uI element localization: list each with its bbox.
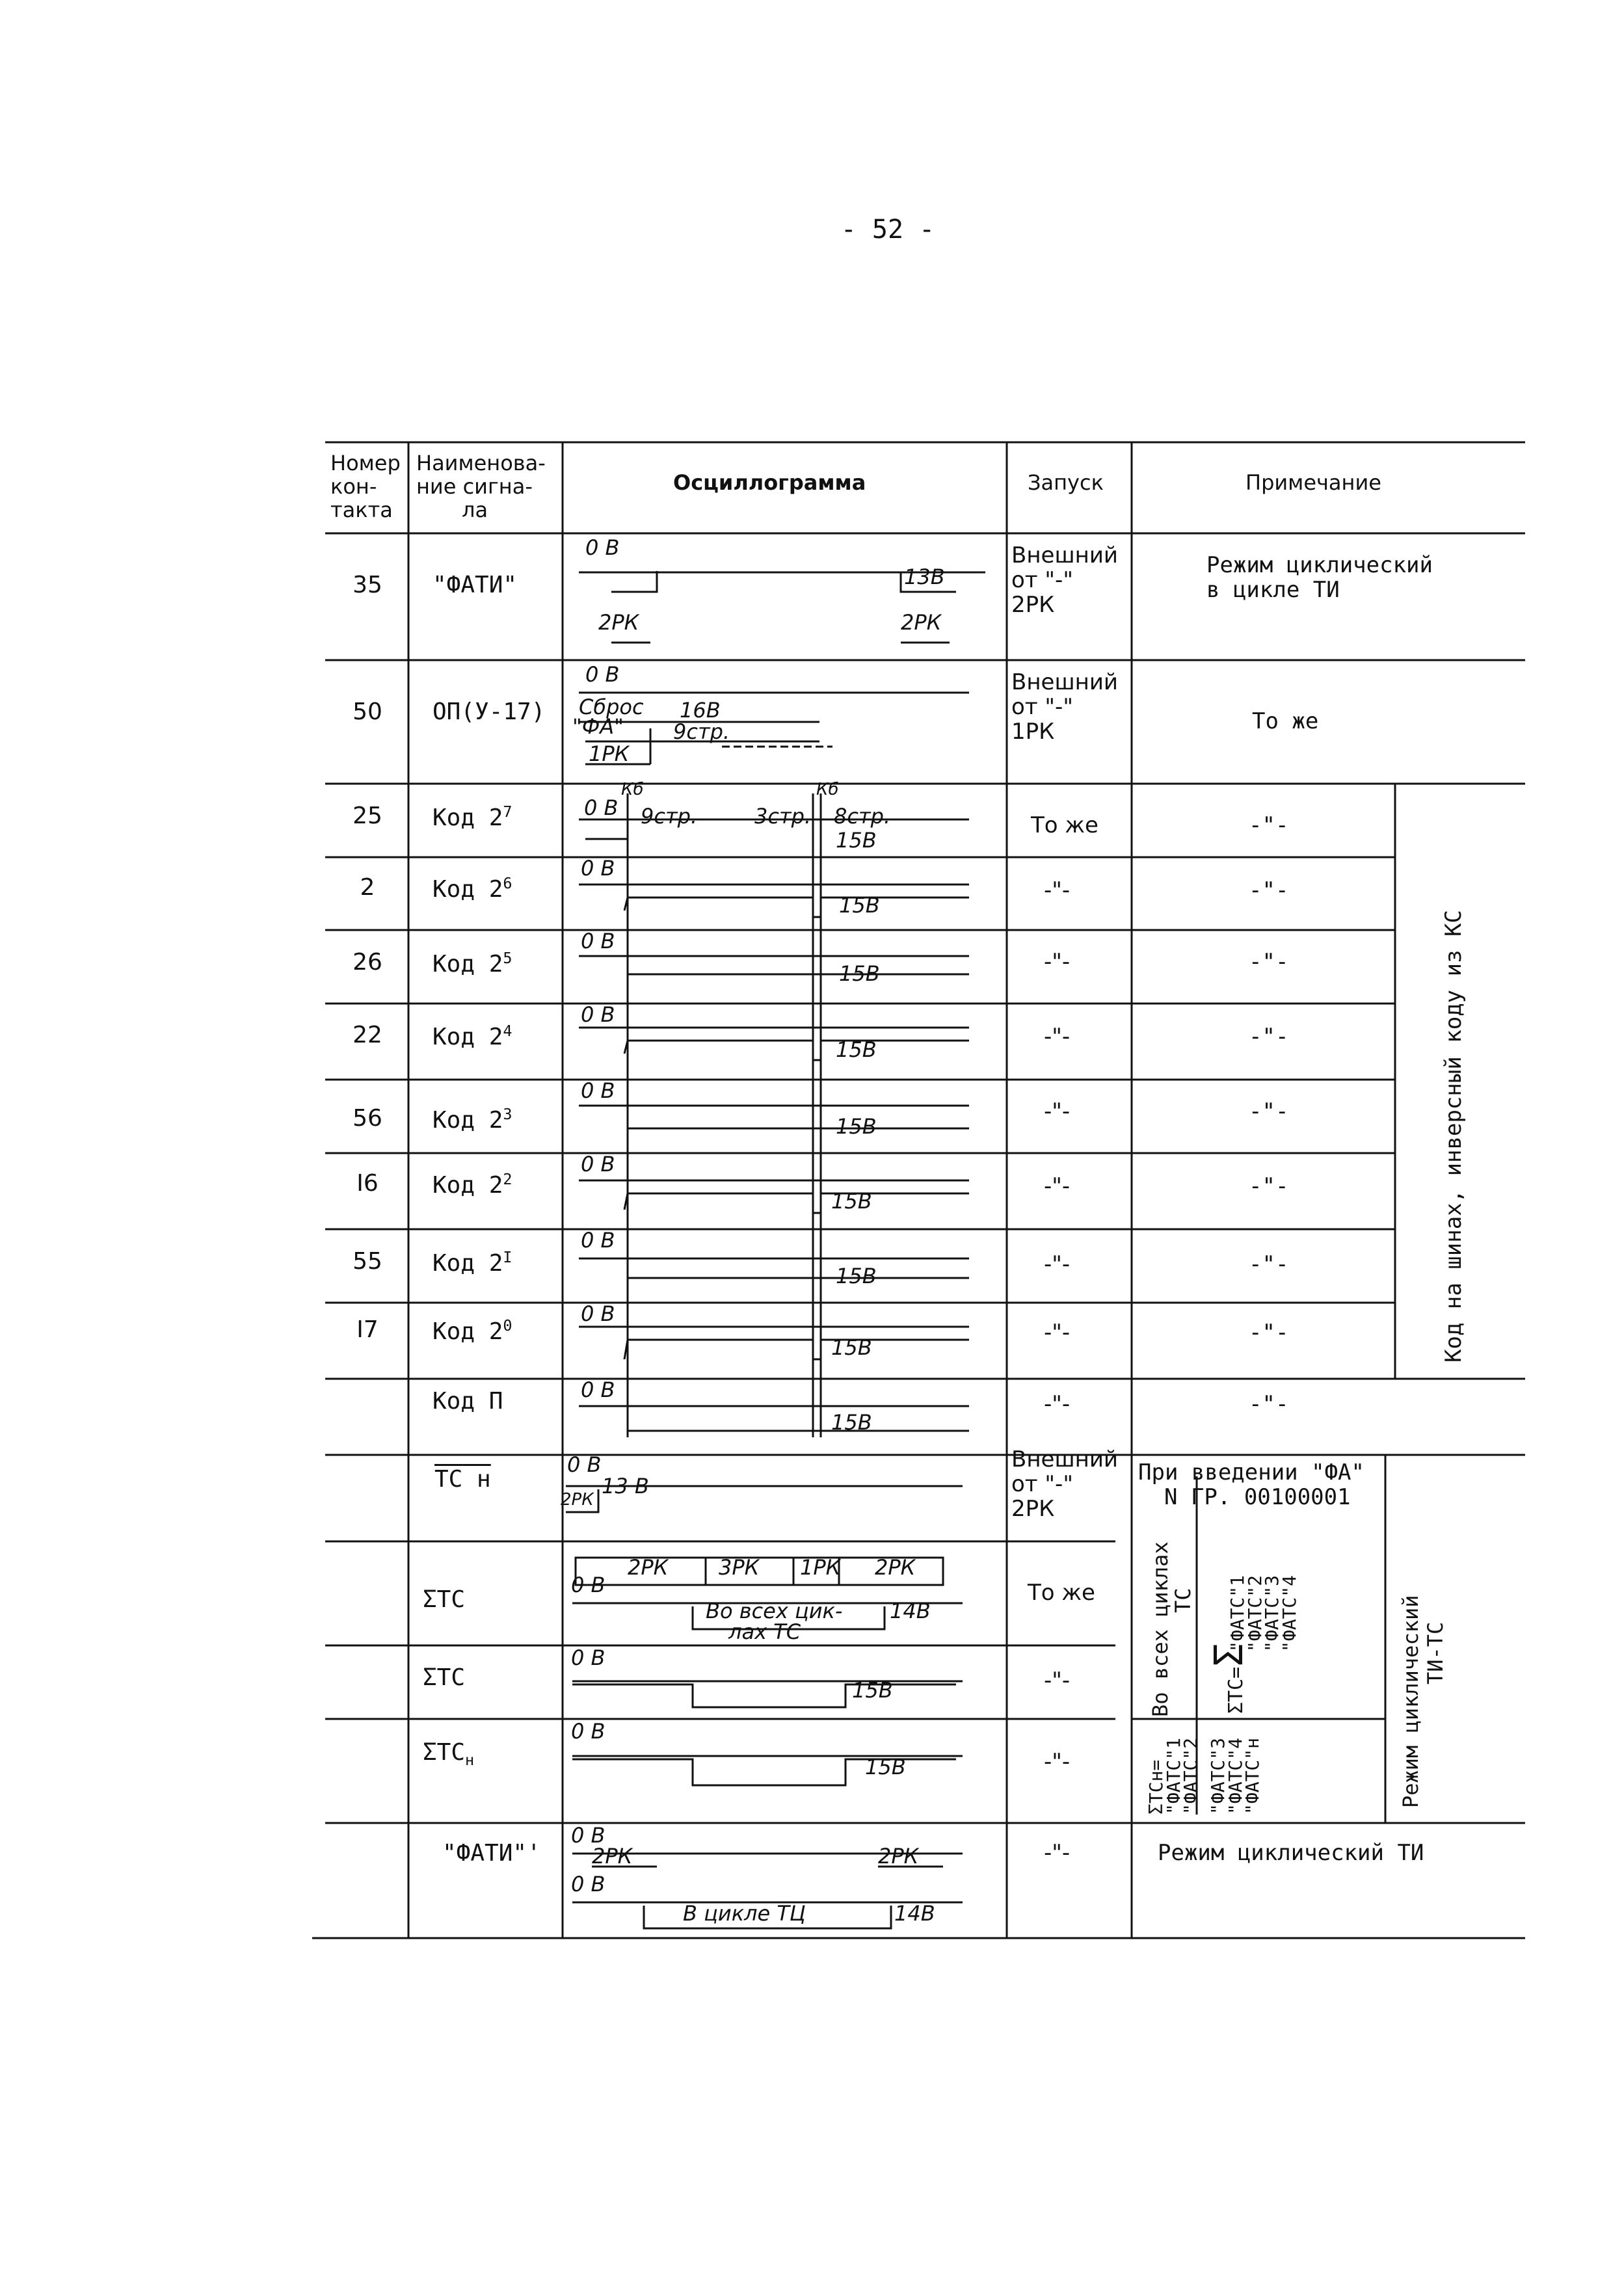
launch-text: Внешний от "-" 2РК [1011, 1446, 1119, 1523]
osc-label: 1РК [800, 1555, 841, 1580]
contact-number: I7 [356, 1316, 379, 1343]
osc-label: 0 В [571, 1719, 606, 1744]
launch-text: -"- [1044, 1749, 1071, 1775]
osc-label: 0 В [581, 929, 615, 953]
header-contact: Номер кон- такта [330, 451, 401, 522]
osc-label: 0 В [585, 535, 620, 560]
osc-label: В цикле ТЦ [683, 1901, 806, 1926]
formula-all-cycles: Во всех циклах [1148, 1541, 1173, 1717]
osc-label: 3РК [719, 1555, 760, 1580]
note-text: То же [1252, 708, 1319, 734]
side-note-code: Код на шинах, инверсный коду из КС [1441, 910, 1467, 1363]
osc-label: 2РК [878, 1844, 919, 1869]
contact-number: 35 [353, 572, 382, 598]
osc-label: 15В [836, 828, 877, 853]
page-number: - 52 - [840, 215, 935, 245]
note-text: -"- [1249, 1024, 1289, 1050]
osc-label: 0 В [581, 1002, 615, 1027]
osc-label: Кб [621, 780, 644, 799]
osc-label: 14В [890, 1599, 931, 1623]
launch-text: -"- [1044, 949, 1071, 975]
signal-name: ΣТС [423, 1664, 466, 1691]
launch-text: То же [1031, 812, 1098, 838]
osc-label: 15В [839, 961, 880, 986]
contact-number: 26 [353, 949, 382, 976]
osc-label: 0 В [567, 1452, 602, 1477]
launch-text: -"- [1044, 1840, 1071, 1866]
osc-label: 0 В [571, 1645, 606, 1670]
osc-label: 15В [831, 1410, 872, 1435]
header-oscillogram: Осциллограмма [673, 470, 866, 495]
header-note: Примечание [1245, 470, 1381, 495]
osc-label: 0 В [581, 1078, 615, 1103]
contact-number: 50 [353, 698, 382, 725]
signal-name: ОП(У-17) [433, 698, 546, 725]
signal-name: Код $2^6$ [433, 874, 512, 903]
osc-label: 2РК [592, 1844, 633, 1869]
osc-label: 1РК [589, 741, 630, 766]
launch-text: Внешний от "-" 2РК [1011, 542, 1119, 619]
osc-label: 2РК [901, 610, 942, 635]
signal-name: Код $2^5$ [433, 949, 512, 978]
signal-name: ΣТС [423, 1586, 466, 1613]
osc-label: 15В [839, 893, 880, 918]
signal-name: Код $2^7$ [433, 803, 512, 831]
osc-label: 0 В [584, 795, 619, 820]
osc-label: 2РК [875, 1555, 916, 1580]
launch-text: -"- [1044, 1251, 1071, 1277]
launch-text: Внешний от "-" 1РК [1011, 669, 1119, 745]
signal-name: $\Sigma ТС_н$ [423, 1739, 475, 1770]
osc-label: 15В [852, 1678, 893, 1703]
formula-terms: "ФАТС"1 "ФАТС"2 "ФАТС"3 "ФАТС"4 [1227, 1575, 1300, 1652]
osc-label: 2РК [598, 610, 639, 635]
signal-name: ТС н [434, 1466, 491, 1493]
osc-label: 8стр. [834, 804, 891, 829]
osc-label: 3стр. [754, 804, 812, 829]
contact-number: 22 [353, 1022, 382, 1048]
osc-label: 0 В [571, 1872, 606, 1896]
osc-label: "ФА" [572, 714, 624, 739]
launch-text: -"- [1044, 1391, 1071, 1417]
osc-label: Сброс [579, 695, 644, 719]
osc-label: 13 В [602, 1474, 649, 1498]
osc-label: Кб [816, 780, 839, 799]
note-text: При введении "ФА" N ГР. 00100001 [1138, 1459, 1364, 1511]
osc-label: 15В [836, 1264, 877, 1288]
signal-name: Код $2^0$ [433, 1316, 512, 1345]
note-text: -"- [1249, 1391, 1289, 1417]
header-signal: Наименова- ние сигна- ла [416, 451, 546, 522]
osc-label: 15В [831, 1189, 872, 1214]
launch-text: -"- [1044, 1173, 1071, 1199]
osc-label: 0 В [571, 1823, 606, 1848]
formula-sum-tc: ΣТС=Σ [1206, 1643, 1252, 1714]
note-text: -"- [1249, 1320, 1289, 1346]
contact-number: 55 [353, 1248, 382, 1275]
osc-label: 9стр. [641, 804, 698, 829]
header-launch: Запуск [1028, 470, 1104, 495]
osc-label: 0 В [581, 856, 615, 881]
launch-text: -"- [1044, 877, 1071, 903]
contact-number: 25 [353, 803, 382, 829]
launch-text: -"- [1044, 1320, 1071, 1346]
osc-label: 0 В [581, 1228, 615, 1253]
note-text: -"- [1249, 949, 1289, 975]
osc-label: 14В [894, 1901, 935, 1926]
signal-name: Код $2^2$ [433, 1170, 512, 1199]
osc-label: 16В [680, 698, 721, 723]
note-text: -"- [1249, 1173, 1289, 1199]
launch-text: -"- [1044, 1098, 1071, 1124]
formula-sum-tcn: ΣТСн= "ФАТС"1 "ФАТС"2 [1145, 1737, 1202, 1815]
osc-label: Во всех цик- [706, 1599, 843, 1623]
osc-label: 2РК [628, 1555, 669, 1580]
note-text: -"- [1249, 877, 1289, 903]
contact-number: 2 [360, 874, 375, 901]
side-note-cycle: Режим циклический ТИ-ТС [1398, 1595, 1448, 1808]
osc-label: 13В [904, 565, 945, 589]
osc-label: 15В [831, 1335, 872, 1360]
osc-label: 0 В [581, 1301, 615, 1326]
formula-tc: ТС [1171, 1588, 1195, 1613]
osc-label: 15В [836, 1037, 877, 1062]
osc-label: 0 В [585, 662, 620, 687]
osc-label: 15В [865, 1755, 906, 1779]
formula-sum-tcn-terms: "ФАТС"3 "ФАТС"4 "ФАТС"н [1207, 1737, 1264, 1815]
note-text: -"- [1249, 812, 1289, 838]
osc-label: 9стр. [673, 719, 730, 744]
note-text: Режим циклический в цикле ТИ [1206, 552, 1433, 604]
contact-number: 56 [353, 1105, 382, 1132]
osc-label: 0 В [581, 1377, 615, 1402]
launch-text: -"- [1044, 1024, 1071, 1050]
signal-name: Код $2^3$ [433, 1105, 512, 1134]
launch-text: -"- [1044, 1668, 1071, 1694]
signal-name: Код $2^4$ [433, 1022, 512, 1050]
note-text: -"- [1249, 1251, 1289, 1277]
osc-label: 0 В [571, 1573, 606, 1597]
signal-name: Код П [433, 1388, 503, 1415]
signal-name: "ФАТИ"' [442, 1840, 541, 1867]
osc-label: 0 В [581, 1152, 615, 1177]
note-text: -"- [1249, 1098, 1289, 1124]
osc-label: лах ТС [728, 1619, 801, 1644]
launch-text: То же [1028, 1580, 1095, 1606]
osc-label: 15В [836, 1114, 877, 1139]
osc-label: 2РК [561, 1490, 594, 1510]
signal-name: Код $2^I$ [433, 1248, 512, 1277]
note-text: Режим циклический ТИ [1158, 1840, 1424, 1866]
contact-number: I6 [356, 1170, 379, 1197]
signal-name: "ФАТИ" [433, 572, 518, 598]
